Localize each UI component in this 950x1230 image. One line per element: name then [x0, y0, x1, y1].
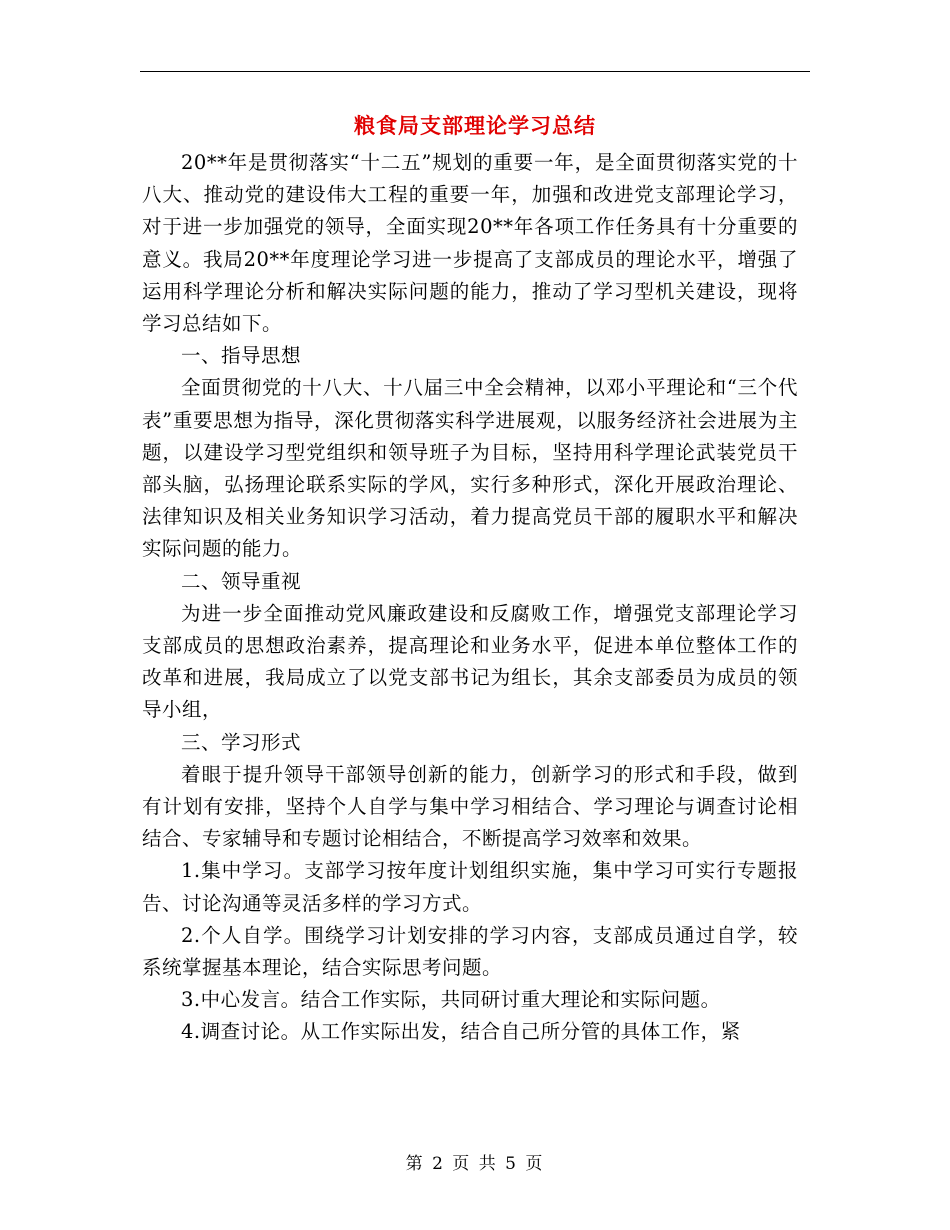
page-number: 第 2 页 共 5 页 — [405, 1154, 545, 1174]
list-item-central-speech: 3.中心发言。结合工作实际，共同研讨重大理论和实际问题。 — [181, 988, 721, 1012]
document-body — [142, 147, 798, 1049]
header-rule — [140, 71, 810, 72]
list-item-self-study: 2.个人自学。围绕学习计划安排的学习内容，支部成员通过自学，较系统掌握基本理论，结合实际思考问题。 — [142, 923, 798, 980]
guiding-thought-paragraph: 全面贯彻党的十八大、十八届三中全会精神，以邓小平理论和“三个代表”重要思想为指导，深化贯彻落实科学进展观，以服务经济社会进展为主题，以建设学习型党组织和领导班子为目标，坚持用科学理论武装党员干部头脑，弘扬理论联系实际的学风，实行多种形式，深化开展政治理论、法律知识及相关业务知识学习活动，着力提高党员干部的履职水平和解决实际问题的能力。 — [142, 376, 798, 561]
leadership-paragraph: 为进一步全面推动党风廉政建设和反腐败工作，增强党支部理论学习支部成员的思想政治素养，提高理论和业务水平，促进本单位整体工作的改革和进展，我局成立了以党支部书记为组长，其余支部委员为成员的领导小组， — [142, 601, 798, 722]
section-heading-study-format: 三、学习形式 — [181, 730, 302, 754]
intro-paragraph: 20**年是贯彻落实“十二五”规划的重要一年，是全面贯彻落实党的十八大、推动党的建设伟大工程的重要一年，加强和改进党支部理论学习，对于进一步加强党的领导，全面实现20**年各项工作任务具有十分重要的意义。我局20**年度理论学习进一步提高了支部成员的理论水平，增强了运用科学理论分析和解决实际问题的能力，推动了学习型机关建设，现将学习总结如下。 — [142, 151, 798, 336]
list-item-collective-study: 1.集中学习。支部学习按年度计划组织实施，集中学习可实行专题报告、讨论沟通等灵活多样的学习方式。 — [142, 859, 798, 915]
section-heading-leadership: 二、领导重视 — [181, 569, 302, 593]
list-item-investigation: 4.调查讨论。从工作实际出发，结合自己所分管的具体工作，紧 — [181, 1020, 741, 1044]
study-format-paragraph: 着眼于提升领导干部领导创新的能力，创新学习的形式和手段，做到有计划有安排，坚持个人自学与集中学习相结合、学习理论与调查讨论相结合、专家辅导和专题讨论相结合，不断提高学习效率和效果。 — [142, 762, 798, 851]
section-heading-guiding-thought: 一、指导思想 — [181, 344, 302, 368]
document-title: 粮食局支部理论学习总结 — [354, 114, 596, 138]
